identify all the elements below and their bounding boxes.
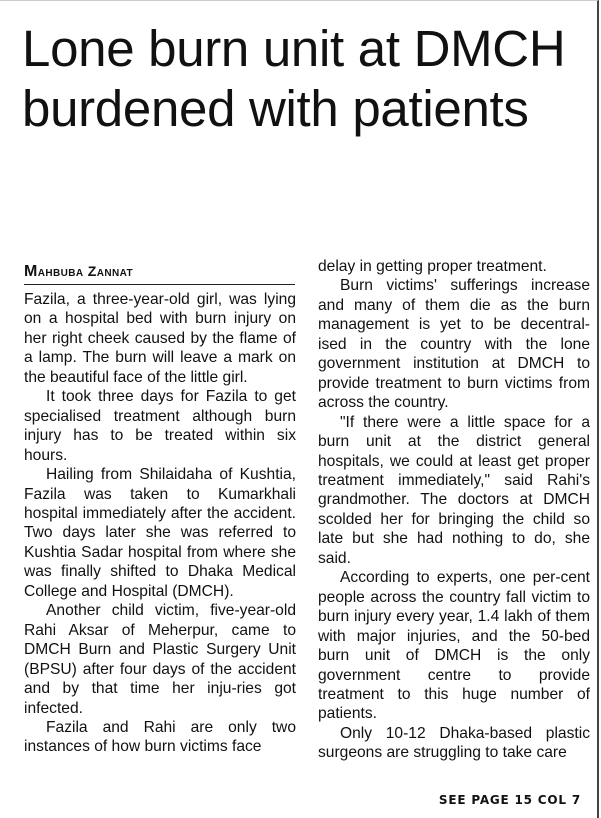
paragraph: Burn victims' sufferings increase and many of them die as the burn management is yet to be decentral-ised in the country with the lone government institution at DMCH to provide treatment to burn victims from across the country. xyxy=(318,277,590,412)
paragraph: Fazila and Rahi are only two instances of how burn victims face xyxy=(24,718,296,756)
article-column-2 xyxy=(318,257,590,763)
paragraph: "If there were a little space for a burn unit at the district general hospitals, we could at least get proper treatment immediately," said Rahi's grandmother. The doctors at DMCH scolded her for bringing the child so late but she had nothing to do, she said. xyxy=(318,413,590,567)
paragraph-continued: delay in getting proper treatment. xyxy=(318,258,547,275)
paragraph: According to experts, one per-cent people across the country fall victim to burn injury every year, 1.4 lakh of them with major injuries, and the 50-bed burn unit of DMCH is the only government centre to provide treatment to this huge number of patients. xyxy=(318,569,590,723)
headline: Lone burn unit at DMCH burdened with patients xyxy=(22,20,566,137)
article-column-1 xyxy=(24,290,296,757)
byline: Mahbuba Zannat xyxy=(24,263,133,280)
paragraph: It took three days for Fazila to get specialised treatment although burn injury has to be treated within six hours. xyxy=(24,388,296,464)
byline-rule xyxy=(24,284,295,285)
paragraph: Fazila, a three-year-old girl, was lying on a hospital bed with burn injury on her right cheek caused by the flame of a lamp. The burn will leave a mark on the beautiful face of the little girl. xyxy=(24,291,296,386)
continued-on-page-note: SEE PAGE 15 COL 7 xyxy=(438,793,581,807)
paragraph: Another child victim, five-year-old Rahi Aksar of Meherpur, came to DMCH Burn and Plastic Surgery Unit (BPSU) after four days of the accident and by that time her inju-ries got infected. xyxy=(24,602,296,717)
paragraph: Only 10-12 Dhaka-based plastic surgeons are struggling to take care xyxy=(318,724,590,762)
paragraph: Hailing from Shilaidaha of Kushtia, Fazila was taken to Kumarkhali hospital immediately after the accident. Two days later she was referred to Kushtia Sadar hospital from where she was finally shifted to Dhaka Medical College and Hospital (DMCH). xyxy=(24,466,296,600)
